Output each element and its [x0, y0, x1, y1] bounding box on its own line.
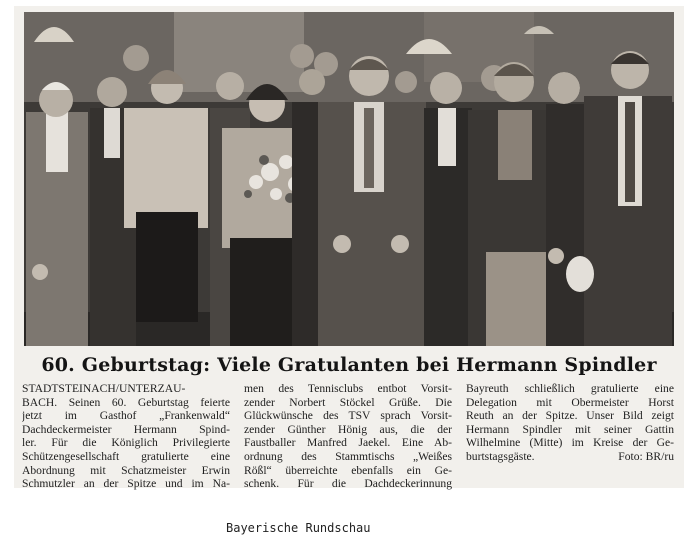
text-line: ler. Für die Königlich Privilegierte [22, 436, 230, 450]
text-line: jetzt im Gasthof „Frankenwald“ [22, 409, 230, 423]
text-line: Hermann Spindler mit seiner Gattin [466, 422, 674, 436]
text-line: Reuth an der Spitze. Unser Bild zeigt [466, 409, 674, 423]
newspaper-clipping [14, 6, 684, 491]
text-line: STADTSTEINACH/UNTERZAU- [22, 382, 186, 395]
newspaper-source-label: Bayerische Rundschau [226, 521, 371, 535]
text-line: ordnung des Stammtischs „Weißes [244, 449, 452, 463]
text-line: Rößl“ überreichte ebenfalls ein Ge- [244, 463, 452, 477]
text-line: burtstagsgäste. [466, 449, 535, 463]
text-line: Dachdeckermeister Hermann Spind- [22, 422, 230, 436]
text-line: Wilhelmine (Mitte) im Kreise der Ge- [466, 436, 674, 450]
text-line: schenk. Für die Dachdeckerinnung [244, 477, 452, 491]
text-line: Glückwünsche des TSV sprach Vorsit- [244, 409, 452, 423]
article-body [22, 382, 676, 491]
article-column-1 [22, 382, 230, 491]
text-line: men des Tennisclubs entbot Vorsit- [244, 382, 452, 395]
group-photo-illustration [24, 12, 674, 346]
text-line: Delegation mit Obermeister Horst [466, 395, 674, 409]
text-line: Bayreuth schließlich gratulierte eine [466, 382, 674, 395]
article-headline: 60. Geburtstag: Viele Gratulanten bei Hermann Spindler [41, 354, 657, 376]
text-line: Schützengesellschaft gratulierte eine [22, 449, 230, 463]
photo-credit: Foto: BR/ru [618, 449, 674, 463]
text-line: Schmutzler an der Spitze und im Na- [22, 477, 230, 491]
text-line: zender Günther Hönig aus, die der [244, 422, 452, 436]
group-photo [24, 12, 674, 346]
text-line: Abordnung mit Schatzmeister Erwin [22, 463, 230, 477]
article-column-3 [466, 382, 674, 464]
article-column-2 [244, 382, 452, 491]
text-line: zender Norbert Stöckel Grüße. Die [244, 395, 452, 409]
text-line: Faustballer Manfred Jaekel. Eine Ab- [244, 436, 452, 450]
text-line: BACH. Seinen 60. Geburtstag feierte [22, 395, 230, 409]
